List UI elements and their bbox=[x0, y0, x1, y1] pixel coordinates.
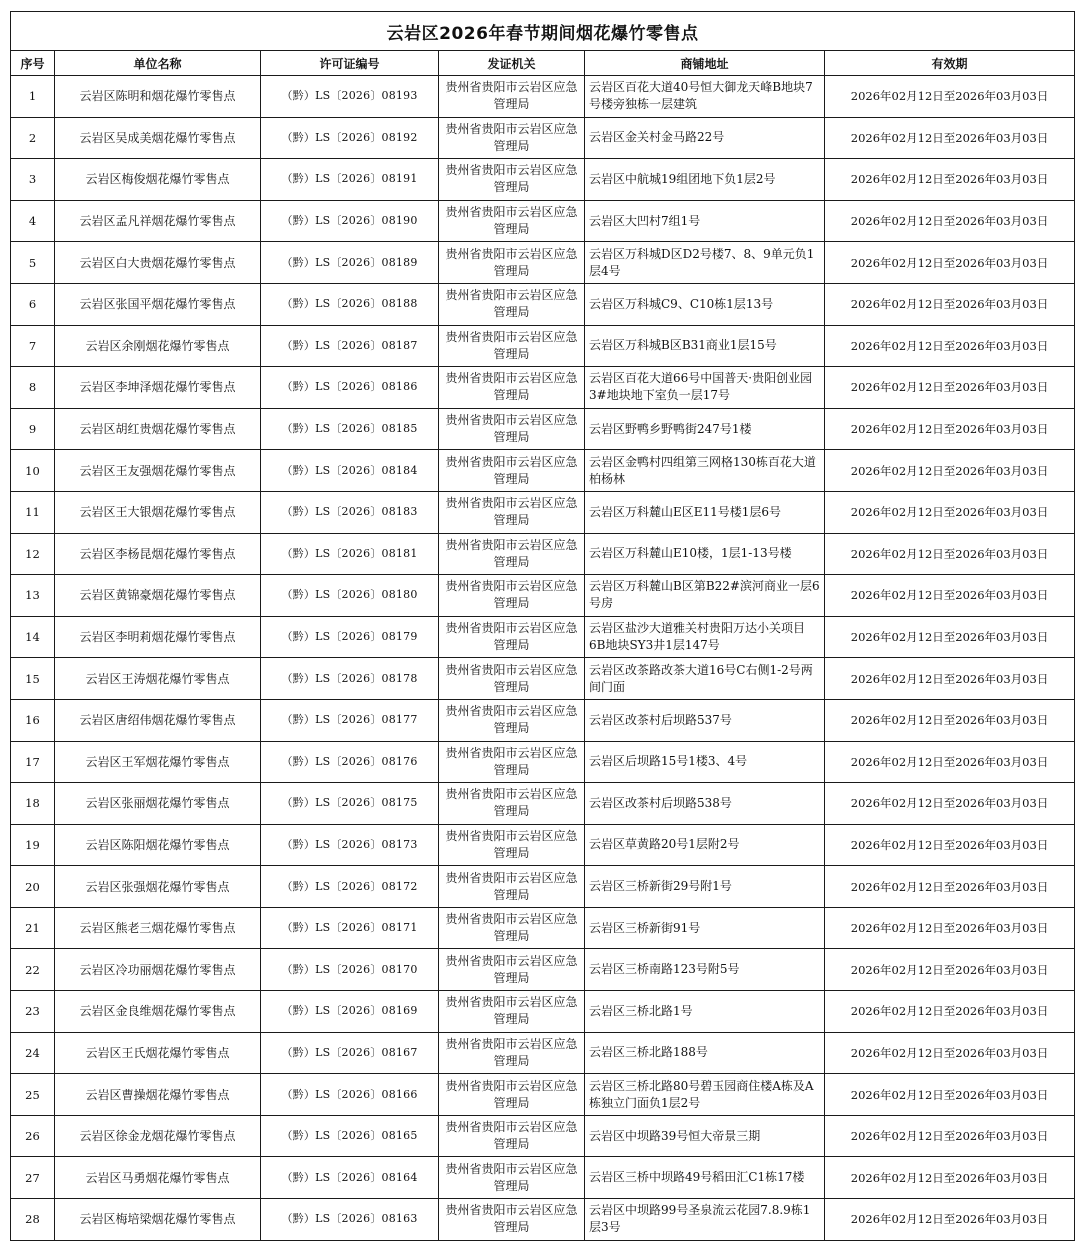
cell-name: 云岩区王涛烟花爆竹零售点 bbox=[55, 658, 261, 700]
header-seq: 序号 bbox=[11, 51, 55, 76]
table-row bbox=[11, 159, 1075, 201]
cell-permit: （黔）LS〔2026〕08164 bbox=[261, 1157, 439, 1199]
table-row bbox=[11, 367, 1075, 409]
cell-permit: （黔）LS〔2026〕08172 bbox=[261, 866, 439, 908]
table-title: 云岩区2026年春节期间烟花爆竹零售点 bbox=[11, 12, 1075, 51]
cell-permit: （黔）LS〔2026〕08179 bbox=[261, 616, 439, 658]
retail-points-table bbox=[10, 11, 1075, 1241]
cell-validity: 2026年02月12日至2026年03月03日 bbox=[825, 283, 1075, 325]
cell-validity: 2026年02月12日至2026年03月03日 bbox=[825, 491, 1075, 533]
table-row bbox=[11, 1157, 1075, 1199]
cell-authority: 贵州省贵阳市云岩区应急管理局 bbox=[439, 1032, 585, 1074]
cell-address: 云岩区改茶村后坝路537号 bbox=[585, 699, 825, 741]
cell-authority: 贵州省贵阳市云岩区应急管理局 bbox=[439, 408, 585, 450]
cell-permit: （黔）LS〔2026〕08187 bbox=[261, 325, 439, 367]
table-row bbox=[11, 866, 1075, 908]
cell-name: 云岩区梅俊烟花爆竹零售点 bbox=[55, 159, 261, 201]
cell-validity: 2026年02月12日至2026年03月03日 bbox=[825, 699, 1075, 741]
cell-permit: （黔）LS〔2026〕08189 bbox=[261, 242, 439, 284]
cell-validity: 2026年02月12日至2026年03月03日 bbox=[825, 117, 1075, 159]
cell-seq: 28 bbox=[11, 1199, 55, 1241]
table-row bbox=[11, 325, 1075, 367]
cell-seq: 18 bbox=[11, 783, 55, 825]
cell-permit: （黔）LS〔2026〕08176 bbox=[261, 741, 439, 783]
cell-permit: （黔）LS〔2026〕08180 bbox=[261, 575, 439, 617]
cell-permit: （黔）LS〔2026〕08178 bbox=[261, 658, 439, 700]
cell-validity: 2026年02月12日至2026年03月03日 bbox=[825, 1032, 1075, 1074]
cell-validity: 2026年02月12日至2026年03月03日 bbox=[825, 200, 1075, 242]
cell-address: 云岩区百花大道66号中国普天·贵阳创业园3#地块地下室负一层17号 bbox=[585, 367, 825, 409]
cell-seq: 11 bbox=[11, 491, 55, 533]
cell-seq: 27 bbox=[11, 1157, 55, 1199]
table-row bbox=[11, 533, 1075, 575]
cell-authority: 贵州省贵阳市云岩区应急管理局 bbox=[439, 159, 585, 201]
cell-authority: 贵州省贵阳市云岩区应急管理局 bbox=[439, 866, 585, 908]
cell-permit: （黔）LS〔2026〕08167 bbox=[261, 1032, 439, 1074]
cell-authority: 贵州省贵阳市云岩区应急管理局 bbox=[439, 200, 585, 242]
cell-address: 云岩区后坝路15号1楼3、4号 bbox=[585, 741, 825, 783]
cell-validity: 2026年02月12日至2026年03月03日 bbox=[825, 450, 1075, 492]
table-row bbox=[11, 907, 1075, 949]
cell-address: 云岩区盐沙大道雅关村贵阳万达小关项目6B地块SY3井1层147号 bbox=[585, 616, 825, 658]
cell-validity: 2026年02月12日至2026年03月03日 bbox=[825, 1074, 1075, 1116]
cell-name: 云岩区王军烟花爆竹零售点 bbox=[55, 741, 261, 783]
cell-validity: 2026年02月12日至2026年03月03日 bbox=[825, 824, 1075, 866]
cell-seq: 19 bbox=[11, 824, 55, 866]
cell-seq: 24 bbox=[11, 1032, 55, 1074]
cell-authority: 贵州省贵阳市云岩区应急管理局 bbox=[439, 283, 585, 325]
cell-address: 云岩区万科城D区D2号楼7、8、9单元负1层4号 bbox=[585, 242, 825, 284]
cell-authority: 贵州省贵阳市云岩区应急管理局 bbox=[439, 783, 585, 825]
cell-authority: 贵州省贵阳市云岩区应急管理局 bbox=[439, 699, 585, 741]
cell-validity: 2026年02月12日至2026年03月03日 bbox=[825, 325, 1075, 367]
cell-address: 云岩区大凹村7组1号 bbox=[585, 200, 825, 242]
cell-seq: 14 bbox=[11, 616, 55, 658]
cell-name: 云岩区黄锦豪烟花爆竹零售点 bbox=[55, 575, 261, 617]
cell-seq: 2 bbox=[11, 117, 55, 159]
table-row bbox=[11, 824, 1075, 866]
cell-permit: （黔）LS〔2026〕08186 bbox=[261, 367, 439, 409]
cell-name: 云岩区李杨昆烟花爆竹零售点 bbox=[55, 533, 261, 575]
cell-name: 云岩区曹操烟花爆竹零售点 bbox=[55, 1074, 261, 1116]
cell-address: 云岩区万科城C9、C10栋1层13号 bbox=[585, 283, 825, 325]
cell-name: 云岩区李明莉烟花爆竹零售点 bbox=[55, 616, 261, 658]
cell-permit: （黔）LS〔2026〕08165 bbox=[261, 1115, 439, 1157]
table-row bbox=[11, 117, 1075, 159]
cell-permit: （黔）LS〔2026〕08171 bbox=[261, 907, 439, 949]
cell-address: 云岩区万科麓山B区第B22#滨河商业一层6号房 bbox=[585, 575, 825, 617]
table-row bbox=[11, 1115, 1075, 1157]
header-validity: 有效期 bbox=[825, 51, 1075, 76]
cell-seq: 3 bbox=[11, 159, 55, 201]
cell-seq: 8 bbox=[11, 367, 55, 409]
table-row bbox=[11, 491, 1075, 533]
cell-permit: （黔）LS〔2026〕08170 bbox=[261, 949, 439, 991]
cell-address: 云岩区三桥北路80号碧玉园商住楼A栋及A栋独立门面负1层2号 bbox=[585, 1074, 825, 1116]
cell-address: 云岩区改茶村后坝路538号 bbox=[585, 783, 825, 825]
cell-address: 云岩区万科麓山E区E11号楼1层6号 bbox=[585, 491, 825, 533]
cell-seq: 13 bbox=[11, 575, 55, 617]
table-row bbox=[11, 699, 1075, 741]
table-row bbox=[11, 783, 1075, 825]
cell-name: 云岩区唐绍伟烟花爆竹零售点 bbox=[55, 699, 261, 741]
table-row bbox=[11, 575, 1075, 617]
cell-seq: 12 bbox=[11, 533, 55, 575]
cell-validity: 2026年02月12日至2026年03月03日 bbox=[825, 866, 1075, 908]
cell-address: 云岩区改茶路改茶大道16号C右侧1-2号两间门面 bbox=[585, 658, 825, 700]
cell-authority: 贵州省贵阳市云岩区应急管理局 bbox=[439, 824, 585, 866]
cell-permit: （黔）LS〔2026〕08181 bbox=[261, 533, 439, 575]
cell-permit: （黔）LS〔2026〕08193 bbox=[261, 76, 439, 118]
cell-seq: 26 bbox=[11, 1115, 55, 1157]
cell-address: 云岩区三桥北路1号 bbox=[585, 991, 825, 1033]
cell-name: 云岩区吴成美烟花爆竹零售点 bbox=[55, 117, 261, 159]
cell-name: 云岩区陈明和烟花爆竹零售点 bbox=[55, 76, 261, 118]
cell-seq: 10 bbox=[11, 450, 55, 492]
cell-seq: 1 bbox=[11, 76, 55, 118]
cell-name: 云岩区马勇烟花爆竹零售点 bbox=[55, 1157, 261, 1199]
cell-seq: 23 bbox=[11, 991, 55, 1033]
cell-name: 云岩区张强烟花爆竹零售点 bbox=[55, 866, 261, 908]
cell-permit: （黔）LS〔2026〕08192 bbox=[261, 117, 439, 159]
cell-address: 云岩区中航城19组团地下负1层2号 bbox=[585, 159, 825, 201]
header-row bbox=[11, 51, 1075, 76]
table-row bbox=[11, 658, 1075, 700]
cell-address: 云岩区百花大道40号恒大御龙天峰B地块7号楼旁独栋一层建筑 bbox=[585, 76, 825, 118]
cell-address: 云岩区万科麓山E10楼，1层1-13号楼 bbox=[585, 533, 825, 575]
header-name: 单位名称 bbox=[55, 51, 261, 76]
table-row bbox=[11, 450, 1075, 492]
cell-permit: （黔）LS〔2026〕08173 bbox=[261, 824, 439, 866]
table-row bbox=[11, 76, 1075, 118]
cell-address: 云岩区中坝路99号圣泉流云花园7.8.9栋1层3号 bbox=[585, 1199, 825, 1241]
cell-validity: 2026年02月12日至2026年03月03日 bbox=[825, 1199, 1075, 1241]
cell-seq: 17 bbox=[11, 741, 55, 783]
cell-validity: 2026年02月12日至2026年03月03日 bbox=[825, 949, 1075, 991]
cell-validity: 2026年02月12日至2026年03月03日 bbox=[825, 76, 1075, 118]
cell-seq: 4 bbox=[11, 200, 55, 242]
cell-seq: 20 bbox=[11, 866, 55, 908]
cell-permit: （黔）LS〔2026〕08183 bbox=[261, 491, 439, 533]
cell-authority: 贵州省贵阳市云岩区应急管理局 bbox=[439, 325, 585, 367]
cell-name: 云岩区王氏烟花爆竹零售点 bbox=[55, 1032, 261, 1074]
cell-validity: 2026年02月12日至2026年03月03日 bbox=[825, 408, 1075, 450]
table-row bbox=[11, 741, 1075, 783]
title-row bbox=[11, 12, 1075, 51]
cell-name: 云岩区梅培梁烟花爆竹零售点 bbox=[55, 1199, 261, 1241]
cell-name: 云岩区余刚烟花爆竹零售点 bbox=[55, 325, 261, 367]
cell-authority: 贵州省贵阳市云岩区应急管理局 bbox=[439, 1157, 585, 1199]
cell-authority: 贵州省贵阳市云岩区应急管理局 bbox=[439, 242, 585, 284]
cell-name: 云岩区陈阳烟花爆竹零售点 bbox=[55, 824, 261, 866]
cell-seq: 21 bbox=[11, 907, 55, 949]
cell-authority: 贵州省贵阳市云岩区应急管理局 bbox=[439, 117, 585, 159]
cell-name: 云岩区孟凡祥烟花爆竹零售点 bbox=[55, 200, 261, 242]
cell-name: 云岩区王友强烟花爆竹零售点 bbox=[55, 450, 261, 492]
cell-validity: 2026年02月12日至2026年03月03日 bbox=[825, 658, 1075, 700]
cell-permit: （黔）LS〔2026〕08190 bbox=[261, 200, 439, 242]
cell-validity: 2026年02月12日至2026年03月03日 bbox=[825, 159, 1075, 201]
cell-validity: 2026年02月12日至2026年03月03日 bbox=[825, 1157, 1075, 1199]
cell-validity: 2026年02月12日至2026年03月03日 bbox=[825, 783, 1075, 825]
table-row bbox=[11, 283, 1075, 325]
table-row bbox=[11, 616, 1075, 658]
cell-address: 云岩区金关村金马路22号 bbox=[585, 117, 825, 159]
table-body bbox=[11, 76, 1075, 1241]
cell-seq: 22 bbox=[11, 949, 55, 991]
cell-seq: 7 bbox=[11, 325, 55, 367]
cell-address: 云岩区三桥南路123号附5号 bbox=[585, 949, 825, 991]
cell-address: 云岩区金鸭村四组第三网格130栋百花大道柏杨林 bbox=[585, 450, 825, 492]
cell-seq: 25 bbox=[11, 1074, 55, 1116]
cell-seq: 5 bbox=[11, 242, 55, 284]
cell-authority: 贵州省贵阳市云岩区应急管理局 bbox=[439, 949, 585, 991]
cell-validity: 2026年02月12日至2026年03月03日 bbox=[825, 242, 1075, 284]
cell-address: 云岩区三桥新街29号附1号 bbox=[585, 866, 825, 908]
header-address: 商铺地址 bbox=[585, 51, 825, 76]
cell-name: 云岩区胡红贵烟花爆竹零售点 bbox=[55, 408, 261, 450]
header-authority: 发证机关 bbox=[439, 51, 585, 76]
cell-authority: 贵州省贵阳市云岩区应急管理局 bbox=[439, 491, 585, 533]
table-row bbox=[11, 200, 1075, 242]
cell-validity: 2026年02月12日至2026年03月03日 bbox=[825, 616, 1075, 658]
cell-authority: 贵州省贵阳市云岩区应急管理局 bbox=[439, 450, 585, 492]
cell-name: 云岩区李坤泽烟花爆竹零售点 bbox=[55, 367, 261, 409]
cell-name: 云岩区熊老三烟花爆竹零售点 bbox=[55, 907, 261, 949]
cell-authority: 贵州省贵阳市云岩区应急管理局 bbox=[439, 1115, 585, 1157]
cell-validity: 2026年02月12日至2026年03月03日 bbox=[825, 1115, 1075, 1157]
cell-authority: 贵州省贵阳市云岩区应急管理局 bbox=[439, 907, 585, 949]
cell-authority: 贵州省贵阳市云岩区应急管理局 bbox=[439, 741, 585, 783]
cell-validity: 2026年02月12日至2026年03月03日 bbox=[825, 575, 1075, 617]
cell-seq: 6 bbox=[11, 283, 55, 325]
cell-address: 云岩区万科城B区B31商业1层15号 bbox=[585, 325, 825, 367]
cell-authority: 贵州省贵阳市云岩区应急管理局 bbox=[439, 367, 585, 409]
cell-authority: 贵州省贵阳市云岩区应急管理局 bbox=[439, 575, 585, 617]
cell-permit: （黔）LS〔2026〕08166 bbox=[261, 1074, 439, 1116]
table-row bbox=[11, 242, 1075, 284]
cell-address: 云岩区野鸭乡野鸭街247号1楼 bbox=[585, 408, 825, 450]
cell-name: 云岩区金良维烟花爆竹零售点 bbox=[55, 991, 261, 1033]
cell-address: 云岩区三桥新街91号 bbox=[585, 907, 825, 949]
cell-name: 云岩区徐金龙烟花爆竹零售点 bbox=[55, 1115, 261, 1157]
cell-permit: （黔）LS〔2026〕08175 bbox=[261, 783, 439, 825]
cell-address: 云岩区三桥北路188号 bbox=[585, 1032, 825, 1074]
cell-validity: 2026年02月12日至2026年03月03日 bbox=[825, 367, 1075, 409]
cell-permit: （黔）LS〔2026〕08184 bbox=[261, 450, 439, 492]
document-sheet bbox=[10, 11, 1074, 1241]
cell-name: 云岩区王大银烟花爆竹零售点 bbox=[55, 491, 261, 533]
cell-address: 云岩区三桥中坝路49号稻田汇C1栋17楼 bbox=[585, 1157, 825, 1199]
cell-seq: 15 bbox=[11, 658, 55, 700]
cell-name: 云岩区张国平烟花爆竹零售点 bbox=[55, 283, 261, 325]
cell-authority: 贵州省贵阳市云岩区应急管理局 bbox=[439, 76, 585, 118]
cell-address: 云岩区中坝路39号恒大帝景三期 bbox=[585, 1115, 825, 1157]
cell-validity: 2026年02月12日至2026年03月03日 bbox=[825, 741, 1075, 783]
cell-permit: （黔）LS〔2026〕08177 bbox=[261, 699, 439, 741]
table-row bbox=[11, 991, 1075, 1033]
header-permit: 许可证编号 bbox=[261, 51, 439, 76]
table-row bbox=[11, 949, 1075, 991]
cell-permit: （黔）LS〔2026〕08191 bbox=[261, 159, 439, 201]
cell-permit: （黔）LS〔2026〕08163 bbox=[261, 1199, 439, 1241]
table-row bbox=[11, 1032, 1075, 1074]
cell-validity: 2026年02月12日至2026年03月03日 bbox=[825, 533, 1075, 575]
cell-permit: （黔）LS〔2026〕08169 bbox=[261, 991, 439, 1033]
table-row bbox=[11, 408, 1075, 450]
cell-name: 云岩区张丽烟花爆竹零售点 bbox=[55, 783, 261, 825]
table-row bbox=[11, 1199, 1075, 1241]
cell-address: 云岩区草黄路20号1层附2号 bbox=[585, 824, 825, 866]
cell-validity: 2026年02月12日至2026年03月03日 bbox=[825, 907, 1075, 949]
cell-seq: 16 bbox=[11, 699, 55, 741]
cell-permit: （黔）LS〔2026〕08188 bbox=[261, 283, 439, 325]
cell-name: 云岩区白大贵烟花爆竹零售点 bbox=[55, 242, 261, 284]
cell-seq: 9 bbox=[11, 408, 55, 450]
cell-authority: 贵州省贵阳市云岩区应急管理局 bbox=[439, 533, 585, 575]
cell-authority: 贵州省贵阳市云岩区应急管理局 bbox=[439, 991, 585, 1033]
cell-authority: 贵州省贵阳市云岩区应急管理局 bbox=[439, 616, 585, 658]
cell-authority: 贵州省贵阳市云岩区应急管理局 bbox=[439, 1074, 585, 1116]
cell-authority: 贵州省贵阳市云岩区应急管理局 bbox=[439, 658, 585, 700]
cell-permit: （黔）LS〔2026〕08185 bbox=[261, 408, 439, 450]
table-row bbox=[11, 1074, 1075, 1116]
cell-validity: 2026年02月12日至2026年03月03日 bbox=[825, 991, 1075, 1033]
cell-name: 云岩区冷功丽烟花爆竹零售点 bbox=[55, 949, 261, 991]
cell-authority: 贵州省贵阳市云岩区应急管理局 bbox=[439, 1199, 585, 1241]
